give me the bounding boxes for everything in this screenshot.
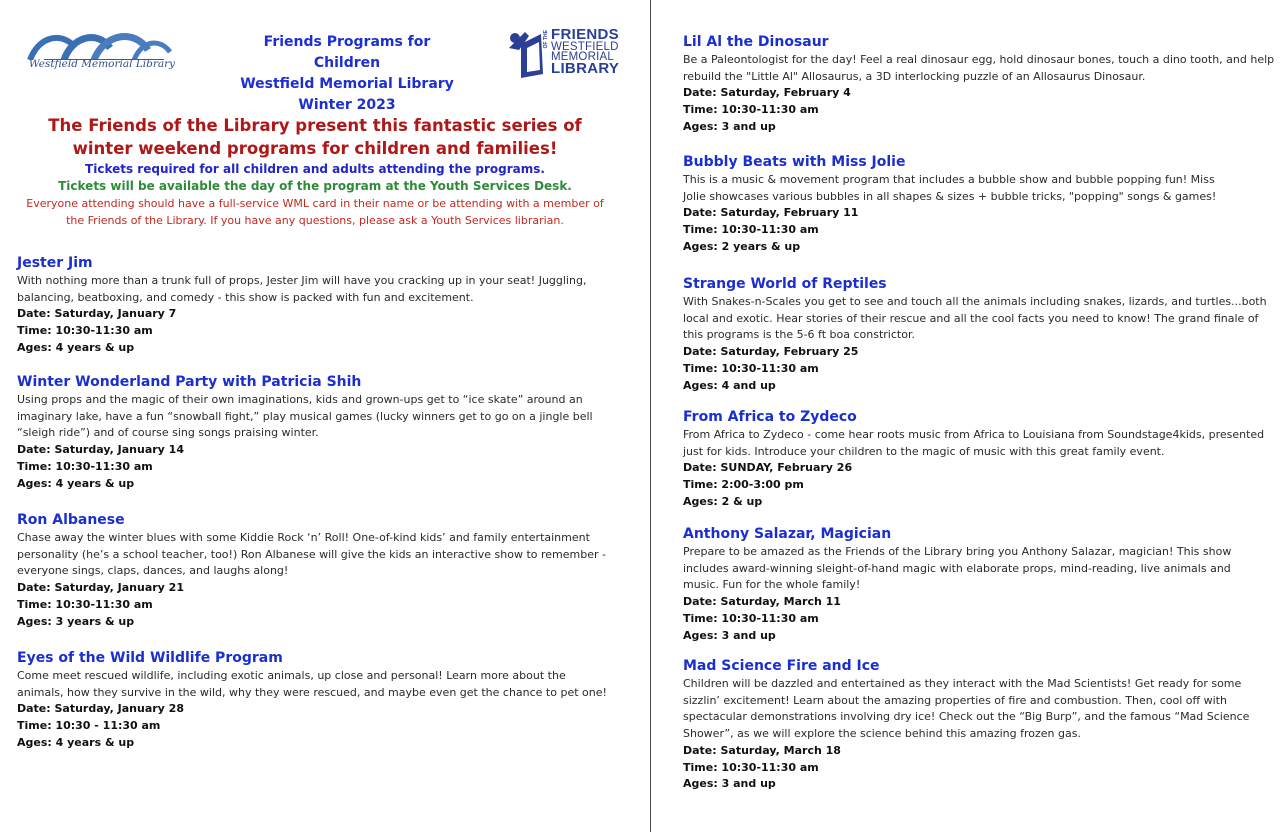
- event-description: Children will be dazzled and entertained as they interact with the Mad Scientists! Get ready for some sizzlin’ excitement! Learn about the amazing properties of fire and combustion. Then, cool off with spectacular demonstrations involving dry ice! Check out the “Big Burp”, and the famous “Mad Science Shower”, as we will explore the science behind this amazing frozen gas.: [683, 677, 1250, 741]
- event-title: Winter Wonderland Party with Patricia Shih: [17, 374, 362, 390]
- event-description: Be a Paleontologist for the day! Feel a real dinosaur egg, hold dinosaur bones, touch a dino tooth, and help rebuild the "Little Al" Allosaurus, a 3D interlocking puzzle of an Allosaurus Dinosaur.: [683, 53, 1275, 83]
- event-ages: Ages: 3 and up: [683, 777, 776, 791]
- event-date: Date: Saturday, January 14: [17, 443, 184, 457]
- friends-figure-icon: [507, 28, 545, 80]
- header-line-1: Friends Programs for Children: [263, 34, 431, 71]
- event-anthony-salazar: [683, 525, 1243, 644]
- friends-logo: [507, 28, 623, 80]
- event-time: Time: 10:30-11:30 am: [683, 103, 819, 117]
- event-time: Time: 10:30-11:30 am: [683, 223, 819, 237]
- event-bubbly-beats: [683, 153, 1223, 256]
- friends-logo-friends: FRIENDS: [551, 26, 619, 43]
- event-date: Date: Saturday, January 28: [17, 702, 184, 716]
- event-date: Date: Saturday, January 21: [17, 581, 184, 595]
- event-title: Ron Albanese: [17, 512, 125, 528]
- event-description: With Snakes-n-Scales you get to see and touch all the animals including snakes, lizards, and turtles...both local and exotic. Hear stories of their rescue and all the cool facts you need to know! The grand finale of this programs is the 5-6 ft boa constrictor.: [683, 295, 1267, 342]
- event-time: Time: 10:30-11:30 am: [17, 324, 153, 338]
- event-title: Eyes of the Wild Wildlife Program: [17, 650, 283, 666]
- event-ages: Ages: 4 years & up: [17, 340, 135, 354]
- intro-banner: [17, 114, 613, 229]
- event-description: This is a music & movement program that includes a bubble show and bubble popping fun! Miss Jolie showcases various bubbles in all shapes & sizes + bubble tricks, "popping" songs & games!: [683, 173, 1217, 203]
- event-eyes-of-the-wild: [17, 649, 613, 752]
- event-time: Time: 10:30-11:30 am: [683, 361, 819, 375]
- event-description: From Africa to Zydeco - come hear roots music from Africa to Louisiana from Soundstage4kids, presented just for kids. Introduce your children to the magic of music with this great family event.: [683, 428, 1265, 458]
- event-title: Jester Jim: [17, 255, 93, 271]
- event-title: Lil Al the Dinosaur: [683, 34, 829, 50]
- event-title: Bubbly Beats with Miss Jolie: [683, 154, 906, 170]
- event-ages: Ages: 2 & up: [683, 494, 763, 508]
- event-ages: Ages: 3 and up: [683, 119, 776, 133]
- event-title: Mad Science Fire and Ice: [683, 658, 880, 674]
- event-description: Come meet rescued wildlife, including exotic animals, up close and personal! Learn more about the animals, how they survive in the wild, why they were rescued, and maybe even get the chance to pet one!: [17, 669, 607, 699]
- event-title: Strange World of Reptiles: [683, 276, 887, 292]
- event-description: Chase away the winter blues with some Kiddie Rock ‘n’ Roll! One-of-kind kids’ and family entertainment personality (he’s a school teacher, too!) Ron Albanese will give the kids an interactive show to remember - everyone sings, claps, dances, and laughs along!: [17, 531, 606, 578]
- event-ages: Ages: 4 years & up: [17, 735, 135, 749]
- friends-logo-of-the: OF THE: [543, 30, 549, 49]
- event-time: Time: 10:30-11:30 am: [17, 459, 153, 473]
- event-lil-al-dinosaur: [683, 33, 1280, 136]
- wml-arches-icon: [24, 30, 180, 60]
- event-title: From Africa to Zydeco: [683, 409, 857, 425]
- friends-logo-memorial: MEMORIAL: [551, 51, 614, 63]
- event-time: Time: 10:30-11:30 am: [17, 597, 153, 611]
- column-divider: [650, 0, 651, 832]
- friends-logo-wordmark: [551, 28, 619, 76]
- event-time: Time: 2:00-3:00 pm: [683, 478, 804, 492]
- header-line-2: Westfield Memorial Library: [240, 76, 454, 92]
- event-date: Date: Saturday, February 25: [683, 345, 859, 359]
- event-title: Anthony Salazar, Magician: [683, 526, 892, 542]
- event-description: Prepare to be amazed as the Friends of the Library bring you Anthony Salazar, magician! This show includes award-winning sleight-of-hand magic with elaborate props, mind-reading, live animals and music. Fun for the whole family!: [683, 545, 1232, 592]
- banner-tickets: Tickets required for all children and adults attending the programs.: [85, 162, 545, 176]
- page-header: [236, 32, 458, 116]
- event-ages: Ages: 4 years & up: [17, 476, 135, 490]
- event-date: Date: Saturday, January 7: [17, 307, 177, 321]
- event-time: Time: 10:30-11:30 am: [683, 760, 819, 774]
- event-date: Date: Saturday, February 11: [683, 206, 859, 220]
- banner-headline: The Friends of the Library present this fantastic series of winter weekend programs for children and families!: [48, 116, 582, 158]
- event-date: Date: Saturday, March 11: [683, 595, 841, 609]
- event-time: Time: 10:30 - 11:30 am: [17, 719, 161, 733]
- event-strange-world-reptiles: [683, 275, 1280, 394]
- event-mad-science: [683, 657, 1263, 793]
- event-africa-to-zydeco: [683, 408, 1280, 511]
- event-ages: Ages: 3 years & up: [17, 614, 135, 628]
- friends-logo-westfield: WESTFIELD: [551, 41, 619, 53]
- event-date: Date: Saturday, February 4: [683, 86, 851, 100]
- event-date: Date: SUNDAY, February 26: [683, 461, 853, 475]
- event-jester-jim: [17, 254, 613, 357]
- event-ages: Ages: 3 and up: [683, 628, 776, 642]
- wml-logo: [24, 30, 180, 82]
- event-description: With nothing more than a trunk full of props, Jester Jim will have you cracking up in your seat! Juggling, balancing, beatboxing, and comedy - this show is packed with fun and excitement.: [17, 274, 587, 304]
- event-ron-albanese: [17, 511, 613, 630]
- header-line-3: Winter 2023: [298, 97, 396, 113]
- event-description: Using props and the magic of their own imaginations, kids and grown-ups get to “ice skate” around an imaginary lake, have a fun “snowball fight,” play musical games (lucky winners get to go on a jingle bell “sleigh ride”) and of course sing songs praising winter.: [17, 393, 593, 440]
- banner-note: Everyone attending should have a full-service WML card in their name or be attending with a member of the Friends of the Library. If you have any questions, please ask a Youth Services librarian.: [26, 197, 604, 227]
- event-date: Date: Saturday, March 18: [683, 743, 841, 757]
- event-ages: Ages: 2 years & up: [683, 239, 801, 253]
- banner-availability: Tickets will be available the day of the program at the Youth Services Desk.: [58, 179, 572, 193]
- wml-logo-text: Westfield Memorial Library: [28, 58, 176, 70]
- friends-logo-library: LIBRARY: [551, 60, 620, 77]
- event-ages: Ages: 4 and up: [683, 378, 776, 392]
- event-time: Time: 10:30-11:30 am: [683, 611, 819, 625]
- event-winter-wonderland: [17, 373, 613, 492]
